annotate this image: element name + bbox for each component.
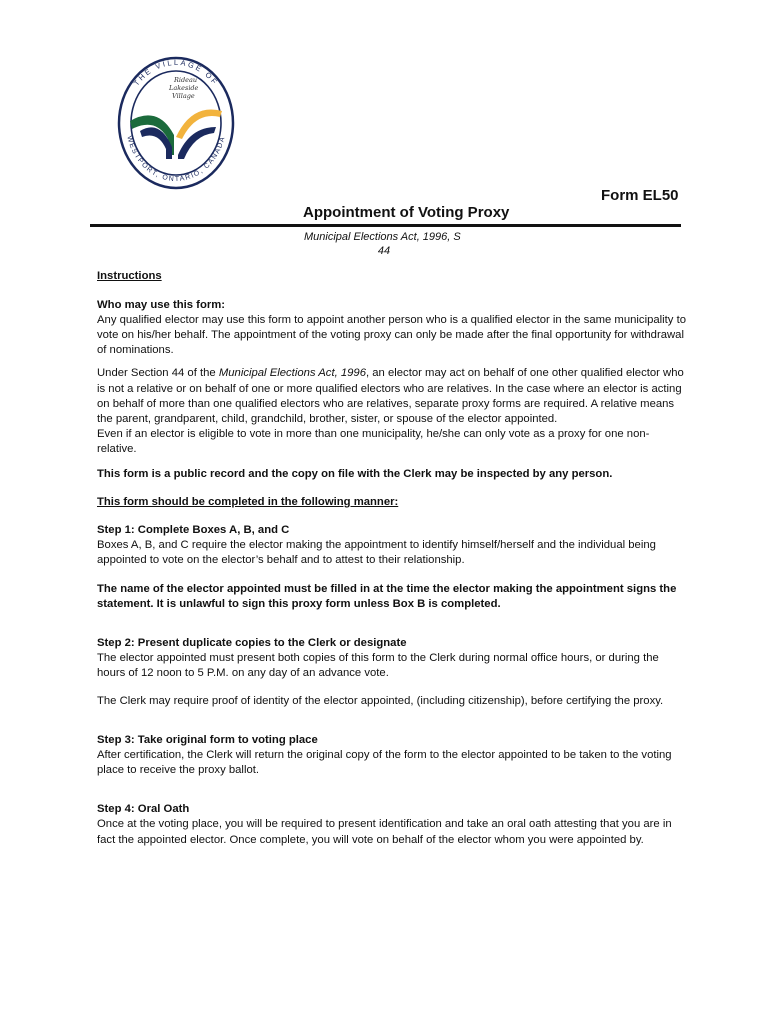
step2-text-2: The Clerk may require proof of identity of the elector appointed, (including citizenship), before certifying the proxy.: [97, 694, 664, 707]
act-reference-line-1: Municipal Elections Act, 1996, S: [304, 231, 461, 243]
logo-script-line-1: Rideau: [174, 76, 198, 84]
instructions-body: [97, 269, 687, 848]
step4-heading: Step 4: Oral Oath: [97, 803, 190, 816]
form-title: Appointment of Voting Proxy: [303, 204, 510, 221]
village-logo: [116, 55, 236, 191]
logo-ring-top-text: THE VILLAGE OF: [131, 57, 221, 88]
step4-text: Once at the voting place, you will be required to present identification and take an oral oath attesting that you are in fact the appointed elector. Once complete, you will vote on behalf of the elector whom you were appointed by.: [97, 818, 672, 846]
section44-act: Municipal Elections Act, 1996: [218, 367, 366, 380]
logo-ring-bottom-text: WESTPORT, ONTARIO, CANADA: [125, 135, 227, 184]
step2-heading: Step 2: Present duplicate copies to the Clerk or designate: [97, 636, 407, 649]
section44-pre: Under Section 44 of the: [97, 367, 219, 380]
step1-warning: The name of the elector appointed must be filled in at the time the elector making the appointment signs the statement. It is unlawful to sign this proxy form unless Box B is completed.: [97, 582, 677, 610]
who-heading: Who may use this form:: [97, 299, 226, 312]
public-record-notice: This form is a public record and the copy on file with the Clerk may be inspected by any person.: [97, 468, 613, 481]
section44-post: , an elector may act on behalf of one other qualified elector who is not a relative or on behalf of one or more qualified electors who are relatives. In the case where an elector is acting on behalf of more than one qualified electors who are relatives, separate proxy forms are required. A relative means the parent, grandparent, child, grandchild, brother, sister, or spouse of the elector appointed.: [97, 367, 684, 425]
logo-script-line-3: Village: [172, 92, 195, 100]
act-reference: [304, 230, 474, 258]
step3-text: After certification, the Clerk will return the original copy of the form to the elector appointed to be taken to the voting place to receive the proxy ballot.: [97, 749, 672, 777]
who-text: Any qualified elector may use this form to appoint another person who is a qualified elector in the same municipality to vote on his/her behalf. The appointment of the voting proxy can only be made after the final opportunity for withdrawal of nominations.: [97, 314, 687, 357]
step3-heading: Step 3: Take original form to voting place: [97, 734, 318, 747]
step2-text: The elector appointed must present both copies of this form to the Clerk during normal office hours, or during the hours of 12 noon to 5 P.M. on any day of an advance vote.: [97, 651, 659, 679]
section44-paragraph: [97, 366, 687, 426]
instructions-heading: Instructions: [97, 270, 162, 282]
header-rule: [90, 224, 681, 227]
manner-heading: This form should be completed in the following manner:: [97, 496, 399, 509]
step1-text: Boxes A, B, and C require the elector making the appointment to identify himself/herself and the individual being appointed to vote on the elector’s behalf and to attest to their relationship.: [97, 539, 656, 567]
logo-script-line-2: Lakeside: [169, 84, 199, 92]
act-reference-line-2: 44: [377, 245, 391, 257]
form-number: Form EL50: [601, 187, 679, 204]
multi-municipality-text: Even if an elector is eligible to vote in more than one municipality, he/she can only vote as a proxy for one non-relative.: [97, 427, 650, 455]
step1-heading: Step 1: Complete Boxes A, B, and C: [97, 524, 290, 537]
